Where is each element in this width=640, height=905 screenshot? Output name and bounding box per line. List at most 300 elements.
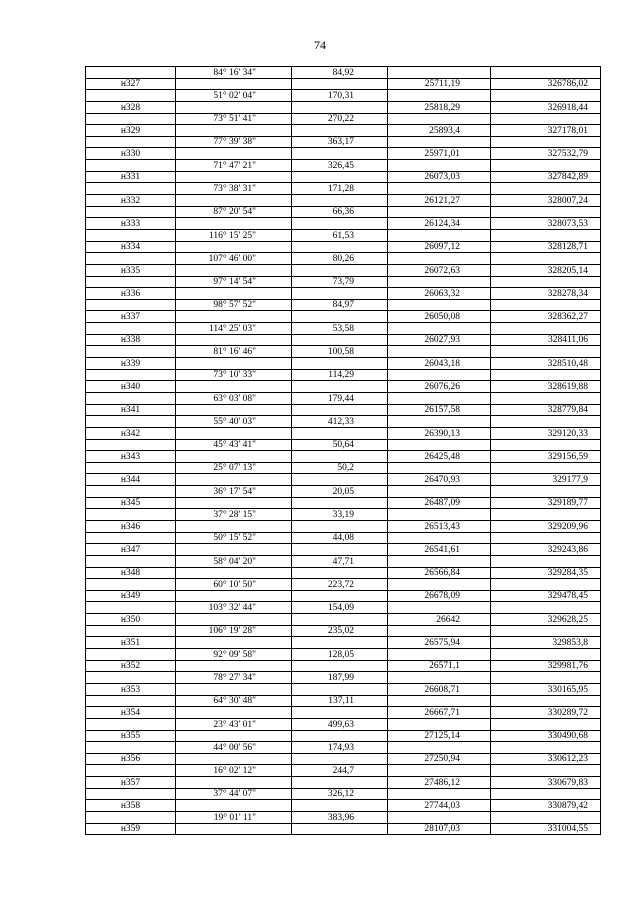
x-coordinate: 26050,08	[388, 311, 491, 323]
y-coordinate: 329478,45	[491, 590, 601, 602]
x-coordinate: 26642	[388, 614, 491, 626]
point-cell	[86, 206, 176, 218]
x-coordinate: 26541,61	[388, 544, 491, 556]
y-cell	[491, 299, 601, 311]
y-cell	[491, 136, 601, 148]
table-row-segment	[86, 579, 601, 591]
x-coordinate: 26608,71	[388, 683, 491, 695]
x-cell	[388, 555, 491, 567]
distance-cell	[292, 497, 388, 509]
y-cell	[491, 695, 601, 707]
angle-cell	[176, 707, 292, 719]
point-cell	[86, 276, 176, 288]
table-row-point	[86, 637, 601, 649]
x-cell	[388, 299, 491, 311]
point-cell	[86, 788, 176, 800]
x-coordinate: 26571,1	[388, 660, 491, 672]
y-cell	[491, 765, 601, 777]
y-cell	[491, 229, 601, 241]
y-cell	[491, 532, 601, 544]
x-coordinate: 25818,29	[388, 101, 491, 113]
angle-cell	[176, 520, 292, 532]
x-coordinate: 27250,94	[388, 753, 491, 765]
point-label: н335	[86, 264, 176, 276]
point-label: н353	[86, 683, 176, 695]
angle-cell	[176, 660, 292, 672]
table-row-segment	[86, 649, 601, 661]
angle-value: 98° 57' 52"	[176, 299, 292, 311]
y-coordinate: 331004,55	[491, 823, 601, 835]
y-coordinate: 329120,33	[491, 427, 601, 439]
coordinates-table	[85, 66, 601, 835]
y-cell	[491, 602, 601, 614]
table-row-point	[86, 101, 601, 113]
angle-cell	[176, 730, 292, 742]
angle-cell	[176, 753, 292, 765]
table-row-point	[86, 358, 601, 370]
distance-cell	[292, 101, 388, 113]
angle-value: 44° 00' 56"	[176, 742, 292, 754]
distance-value: 50,2	[292, 462, 388, 474]
distance-value: 84,97	[292, 299, 388, 311]
y-coordinate: 327532,79	[491, 148, 601, 160]
distance-value: 363,17	[292, 136, 388, 148]
angle-cell	[176, 125, 292, 137]
point-cell	[86, 392, 176, 404]
table-row-point	[86, 497, 601, 509]
distance-value: 128,05	[292, 649, 388, 661]
x-coordinate: 26566,84	[388, 567, 491, 579]
point-label: н330	[86, 148, 176, 160]
x-coordinate: 26073,03	[388, 171, 491, 183]
y-coordinate: 327178,01	[491, 125, 601, 137]
angle-cell	[176, 404, 292, 416]
angle-value: 92° 09' 58"	[176, 649, 292, 661]
angle-value: 77° 39' 38"	[176, 136, 292, 148]
x-coordinate: 26124,34	[388, 218, 491, 230]
y-cell	[491, 392, 601, 404]
x-cell	[388, 416, 491, 428]
distance-cell	[292, 567, 388, 579]
table-row-point	[86, 334, 601, 346]
distance-cell	[292, 520, 388, 532]
distance-value: 137,11	[292, 695, 388, 707]
table-row-first-segment	[86, 67, 601, 79]
angle-value: 73° 10' 33"	[176, 369, 292, 381]
point-cell	[86, 486, 176, 498]
distance-cell	[292, 288, 388, 300]
distance-cell	[292, 777, 388, 789]
x-cell	[388, 206, 491, 218]
angle-value: 103° 32' 44"	[176, 602, 292, 614]
point-cell	[86, 183, 176, 195]
angle-value: 63° 03' 08"	[176, 392, 292, 404]
y-coordinate: 329284,35	[491, 567, 601, 579]
table-row-point	[86, 171, 601, 183]
table-row-segment	[86, 439, 601, 451]
table-row-segment	[86, 672, 601, 684]
angle-cell	[176, 381, 292, 393]
distance-value: 154,09	[292, 602, 388, 614]
angle-cell	[176, 497, 292, 509]
point-label: н340	[86, 381, 176, 393]
distance-value: 80,26	[292, 253, 388, 265]
x-cell	[388, 602, 491, 614]
angle-cell	[176, 823, 292, 835]
x-cell	[388, 718, 491, 730]
point-label: н348	[86, 567, 176, 579]
distance-cell	[292, 800, 388, 812]
x-cell	[388, 649, 491, 661]
table-row-segment	[86, 369, 601, 381]
distance-cell	[292, 427, 388, 439]
distance-value: 412,33	[292, 416, 388, 428]
table-row-point	[86, 218, 601, 230]
table-row-segment	[86, 695, 601, 707]
table-row-point	[86, 148, 601, 160]
point-label: н328	[86, 101, 176, 113]
angle-cell	[176, 590, 292, 602]
point-label: н331	[86, 171, 176, 183]
distance-cell	[292, 311, 388, 323]
point-cell	[86, 625, 176, 637]
point-cell	[86, 253, 176, 265]
distance-cell	[292, 78, 388, 90]
x-cell	[388, 486, 491, 498]
distance-value: 244,7	[292, 765, 388, 777]
distance-value: 179,44	[292, 392, 388, 404]
y-cell	[491, 90, 601, 102]
point-cell	[86, 299, 176, 311]
table-row-segment	[86, 416, 601, 428]
x-cell	[388, 462, 491, 474]
point-label: н339	[86, 358, 176, 370]
x-cell	[388, 183, 491, 195]
point-cell	[86, 160, 176, 172]
point-label: н347	[86, 544, 176, 556]
y-cell	[491, 509, 601, 521]
distance-cell	[292, 637, 388, 649]
angle-value: 78° 27' 34"	[176, 672, 292, 684]
x-cell	[388, 136, 491, 148]
x-coordinate: 26121,27	[388, 195, 491, 207]
x-cell	[388, 67, 491, 79]
angle-cell	[176, 451, 292, 463]
x-coordinate: 26157,58	[388, 404, 491, 416]
point-label: н345	[86, 497, 176, 509]
angle-cell	[176, 614, 292, 626]
distance-cell	[292, 195, 388, 207]
x-cell	[388, 346, 491, 358]
table-row-segment	[86, 299, 601, 311]
y-coordinate: 329156,59	[491, 451, 601, 463]
table-row-segment	[86, 462, 601, 474]
y-coordinate: 326786,02	[491, 78, 601, 90]
table-row-segment	[86, 555, 601, 567]
y-cell	[491, 462, 601, 474]
point-label: н341	[86, 404, 176, 416]
point-label: н332	[86, 195, 176, 207]
point-label: н346	[86, 520, 176, 532]
angle-value: 58° 04' 20"	[176, 555, 292, 567]
y-cell	[491, 788, 601, 800]
angle-value: 64° 30' 48"	[176, 695, 292, 707]
x-coordinate: 28107,03	[388, 823, 491, 835]
x-coordinate: 26513,43	[388, 520, 491, 532]
point-cell	[86, 579, 176, 591]
table-row-segment	[86, 392, 601, 404]
distance-value: 383,96	[292, 812, 388, 824]
table-row-segment	[86, 90, 601, 102]
x-coordinate: 26575,94	[388, 637, 491, 649]
y-cell	[491, 160, 601, 172]
point-label: н352	[86, 660, 176, 672]
table-row-segment	[86, 253, 601, 265]
y-cell	[491, 812, 601, 824]
point-cell	[86, 113, 176, 125]
angle-cell	[176, 637, 292, 649]
angle-cell	[176, 544, 292, 556]
angle-cell	[176, 334, 292, 346]
x-coordinate: 26667,71	[388, 707, 491, 719]
distance-cell	[292, 730, 388, 742]
y-cell	[491, 369, 601, 381]
y-coordinate: 327842,89	[491, 171, 601, 183]
x-cell	[388, 90, 491, 102]
table-row-point	[86, 195, 601, 207]
angle-value: 51° 02' 04"	[176, 90, 292, 102]
point-cell	[86, 718, 176, 730]
distance-cell	[292, 753, 388, 765]
angle-cell	[176, 148, 292, 160]
distance-value: 20,05	[292, 486, 388, 498]
distance-cell	[292, 614, 388, 626]
point-cell	[86, 323, 176, 335]
table-row-point	[86, 474, 601, 486]
y-cell	[491, 416, 601, 428]
distance-value: 171,28	[292, 183, 388, 195]
table-row-point	[86, 544, 601, 556]
y-coordinate: 330289,72	[491, 707, 601, 719]
angle-cell	[176, 101, 292, 113]
x-coordinate: 26072,63	[388, 264, 491, 276]
x-coordinate: 27744,03	[388, 800, 491, 812]
x-cell	[388, 742, 491, 754]
distance-cell	[292, 683, 388, 695]
distance-value: 326,45	[292, 160, 388, 172]
x-cell	[388, 323, 491, 335]
y-coordinate: 328411,06	[491, 334, 601, 346]
table-row-point	[86, 730, 601, 742]
x-cell	[388, 765, 491, 777]
y-cell	[491, 718, 601, 730]
distance-value: 44,08	[292, 532, 388, 544]
distance-value: 270,22	[292, 113, 388, 125]
angle-value: 87° 20' 54"	[176, 206, 292, 218]
table-row-segment	[86, 509, 601, 521]
angle-value: 55° 40' 03"	[176, 416, 292, 428]
x-cell	[388, 532, 491, 544]
point-label: н354	[86, 707, 176, 719]
x-cell	[388, 253, 491, 265]
y-cell	[491, 672, 601, 684]
y-coordinate: 328619,88	[491, 381, 601, 393]
angle-value: 60° 10' 50"	[176, 579, 292, 591]
y-cell	[491, 206, 601, 218]
coordinates-table-body	[86, 67, 601, 835]
table-row-point	[86, 567, 601, 579]
distance-cell	[292, 381, 388, 393]
angle-cell	[176, 195, 292, 207]
angle-cell	[176, 241, 292, 253]
y-cell	[491, 276, 601, 288]
x-coordinate: 26390,13	[388, 427, 491, 439]
x-cell	[388, 369, 491, 381]
angle-cell: 84° 16' 34"	[176, 67, 292, 79]
table-row-segment	[86, 346, 601, 358]
point-label: н351	[86, 637, 176, 649]
y-cell	[491, 439, 601, 451]
distance-value: 33,19	[292, 509, 388, 521]
point-cell	[86, 90, 176, 102]
table-row-segment	[86, 136, 601, 148]
distance-value: 66,36	[292, 206, 388, 218]
y-coordinate: 328073,53	[491, 218, 601, 230]
angle-value: 107° 46' 00"	[176, 253, 292, 265]
angle-value: 73° 51' 41"	[176, 113, 292, 125]
distance-cell	[292, 474, 388, 486]
distance-cell	[292, 148, 388, 160]
distance-value: 326,12	[292, 788, 388, 800]
angle-value: 16° 02' 12"	[176, 765, 292, 777]
x-cell	[388, 160, 491, 172]
angle-value: 45° 43' 41"	[176, 439, 292, 451]
point-cell	[86, 649, 176, 661]
y-coordinate: 329981,76	[491, 660, 601, 672]
distance-cell	[292, 404, 388, 416]
table-row-segment	[86, 532, 601, 544]
table-row-segment	[86, 229, 601, 241]
angle-value: 37° 28' 15"	[176, 509, 292, 521]
x-coordinate: 26063,32	[388, 288, 491, 300]
y-cell	[491, 183, 601, 195]
x-coordinate: 26027,93	[388, 334, 491, 346]
table-row-point	[86, 404, 601, 416]
x-coordinate: 26076,26	[388, 381, 491, 393]
point-cell	[86, 555, 176, 567]
angle-cell	[176, 474, 292, 486]
table-row-point	[86, 78, 601, 90]
angle-value: 106° 19' 28"	[176, 625, 292, 637]
point-label: н343	[86, 451, 176, 463]
angle-value: 114° 25' 03"	[176, 323, 292, 335]
x-cell	[388, 229, 491, 241]
y-coordinate: 328362,27	[491, 311, 601, 323]
x-cell	[388, 276, 491, 288]
y-coordinate: 328510,48	[491, 358, 601, 370]
point-cell	[86, 742, 176, 754]
distance-cell	[292, 590, 388, 602]
y-coordinate: 329177,9	[491, 474, 601, 486]
x-coordinate: 26470,93	[388, 474, 491, 486]
y-coordinate: 326918,44	[491, 101, 601, 113]
angle-value: 37° 44' 07"	[176, 788, 292, 800]
distance-value: 187,99	[292, 672, 388, 684]
point-cell	[86, 695, 176, 707]
point-label: н327	[86, 78, 176, 90]
table-row-point	[86, 777, 601, 789]
x-cell	[388, 509, 491, 521]
angle-cell	[176, 358, 292, 370]
distance-cell: 84,92	[292, 67, 388, 79]
distance-value: 73,79	[292, 276, 388, 288]
distance-cell	[292, 171, 388, 183]
point-cell	[86, 346, 176, 358]
point-label: н344	[86, 474, 176, 486]
y-coordinate: 329243,86	[491, 544, 601, 556]
angle-value: 81° 16' 46"	[176, 346, 292, 358]
table-row-point	[86, 427, 601, 439]
y-cell	[491, 323, 601, 335]
distance-cell	[292, 660, 388, 672]
distance-value: 61,53	[292, 229, 388, 241]
point-label: н357	[86, 777, 176, 789]
point-label: н338	[86, 334, 176, 346]
x-coordinate: 27486,12	[388, 777, 491, 789]
point-label: н337	[86, 311, 176, 323]
table-row-point	[86, 614, 601, 626]
angle-value: 73° 38' 31"	[176, 183, 292, 195]
angle-cell	[176, 777, 292, 789]
table-row-point	[86, 707, 601, 719]
y-coordinate: 328128,71	[491, 241, 601, 253]
y-cell	[491, 649, 601, 661]
table-row-point	[86, 241, 601, 253]
angle-cell	[176, 171, 292, 183]
distance-cell	[292, 241, 388, 253]
y-coordinate: 328007,24	[491, 195, 601, 207]
table-row-segment	[86, 183, 601, 195]
distance-cell	[292, 544, 388, 556]
x-coordinate: 25971,01	[388, 148, 491, 160]
distance-value: 114,29	[292, 369, 388, 381]
table-row-point	[86, 683, 601, 695]
point-label: н358	[86, 800, 176, 812]
x-coordinate: 26097,12	[388, 241, 491, 253]
point-label: н342	[86, 427, 176, 439]
angle-cell	[176, 218, 292, 230]
table-row-point	[86, 451, 601, 463]
angle-cell	[176, 311, 292, 323]
x-cell	[388, 672, 491, 684]
x-cell	[388, 695, 491, 707]
point-label: н355	[86, 730, 176, 742]
point-cell	[86, 509, 176, 521]
distance-cell	[292, 707, 388, 719]
point-cell	[86, 672, 176, 684]
y-cell	[491, 625, 601, 637]
angle-cell	[176, 800, 292, 812]
x-coordinate: 26678,09	[388, 590, 491, 602]
x-cell	[388, 113, 491, 125]
x-coordinate: 25893,4	[388, 125, 491, 137]
table-row-segment	[86, 812, 601, 824]
table-row-segment	[86, 206, 601, 218]
angle-value: 50° 15' 52"	[176, 532, 292, 544]
angle-cell	[176, 427, 292, 439]
table-row-segment	[86, 486, 601, 498]
point-label: н329	[86, 125, 176, 137]
